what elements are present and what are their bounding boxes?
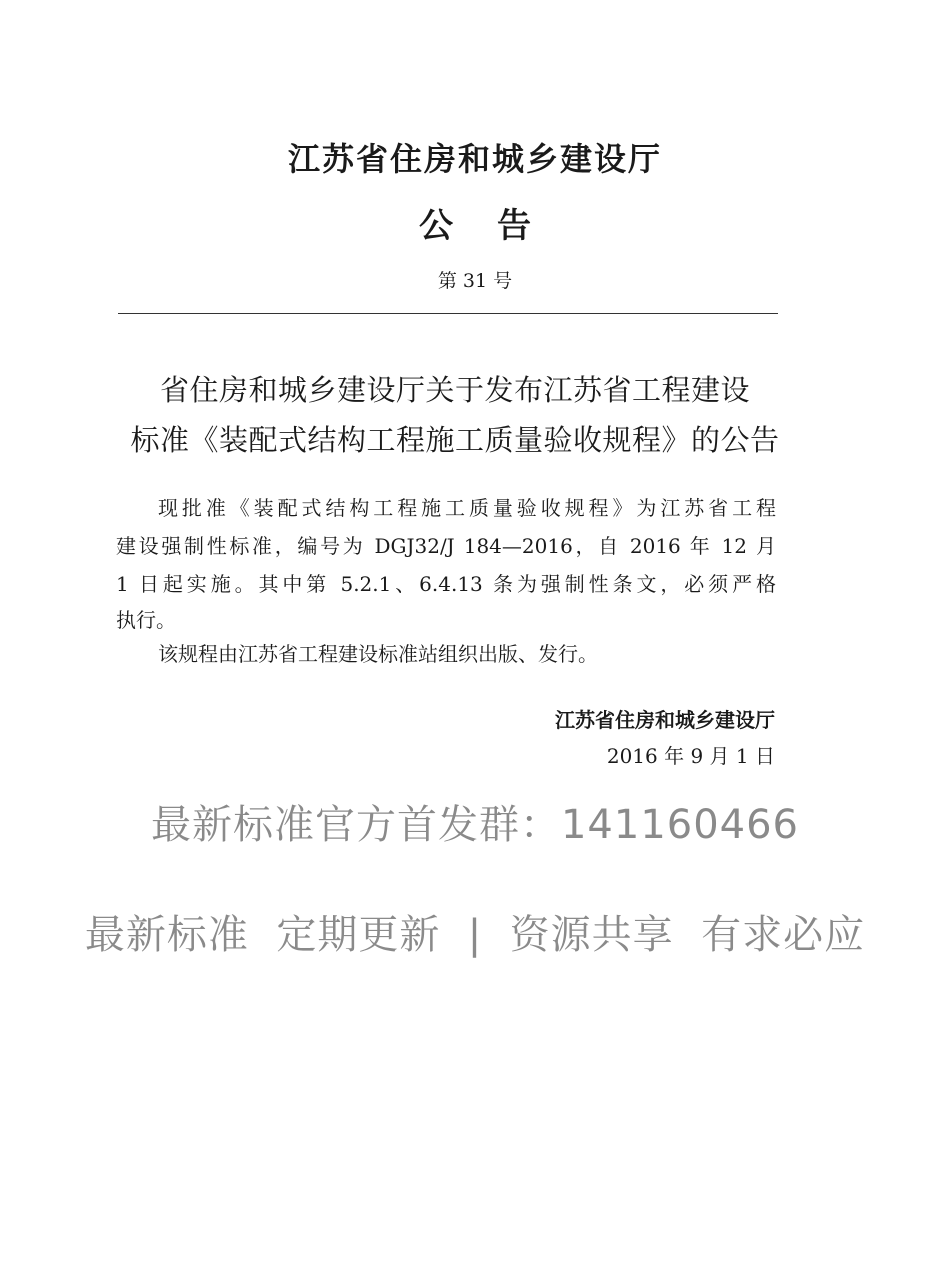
signature-date: 2016 年 9 月 1 日 — [606, 744, 775, 768]
watermark-line-2: 最新标准 定期更新 | 资源共享 有求必应 — [84, 912, 866, 958]
paragraph-1-line-1: 现批准《装配式结构工程施工质量验收规程》为江苏省工程 — [158, 496, 776, 520]
paragraph-1-line-4: 执行。 — [116, 608, 176, 632]
notice-number: 第 31 号 — [437, 270, 513, 292]
watermark-line-1: 最新标准官方首发群：141160466 — [150, 802, 800, 848]
headline-line-2: 标准《装配式结构工程施工质量验收规程》的公告 — [130, 423, 780, 457]
headline-line-1: 省住房和城乡建设厅关于发布江苏省工程建设 — [159, 373, 750, 407]
notice-title: 公告 — [419, 206, 575, 246]
signer: 江苏省住房和城乡建设厅 — [555, 708, 775, 732]
paragraph-2: 该规程由江苏省工程建设标准站组织出版、发行。 — [158, 642, 598, 666]
paragraph-1-line-3: 1 日起实施。其中第 5.2.1、6.4.13 条为强制性条文，必须严格 — [116, 572, 776, 596]
title-divider — [118, 313, 778, 314]
org-title: 江苏省住房和城乡建设厅 — [287, 140, 662, 178]
paragraph-1-line-2: 建设强制性标准，编号为 DGJ32/J 184—2016，自 2016 年 12 月 — [116, 534, 776, 558]
